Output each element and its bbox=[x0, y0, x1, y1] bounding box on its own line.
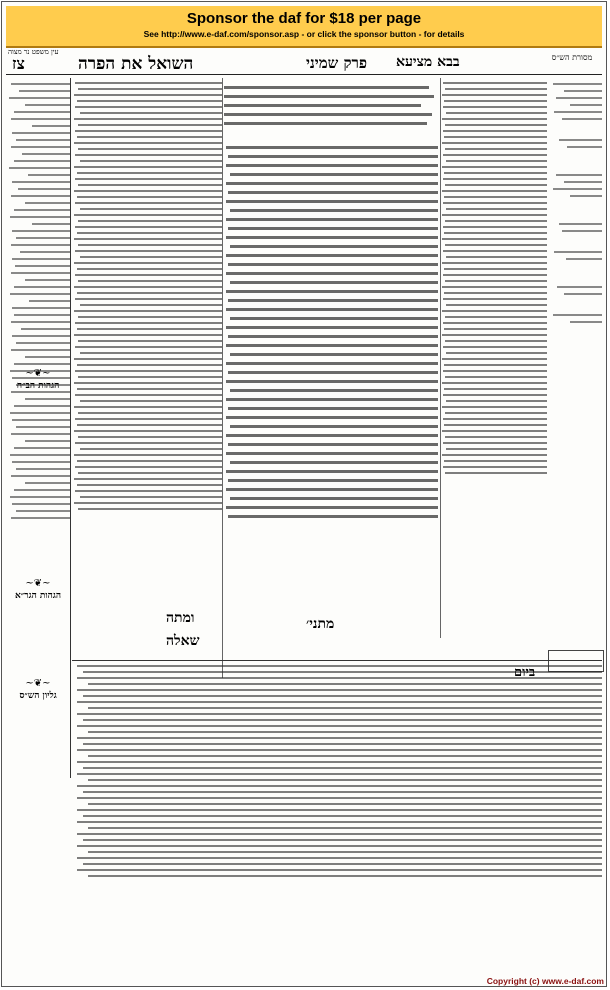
sponsor-title[interactable]: Sponsor the daf for $18 per page bbox=[186, 10, 422, 27]
page-header bbox=[6, 50, 602, 74]
perek-word: פרק bbox=[343, 54, 368, 72]
ein-mishpat-label: עין משפט נר מצוה bbox=[8, 48, 59, 56]
hagahot-hagra-label: הגהות הגר״א bbox=[14, 591, 61, 601]
mesoret-label: מסורת הש״ס bbox=[551, 53, 593, 62]
lower-opening-word: ביום bbox=[514, 665, 536, 680]
perek-number: שמיני bbox=[306, 54, 339, 72]
ornament-divider: ~❦~ bbox=[25, 678, 51, 689]
ornament-divider: ~❦~ bbox=[25, 578, 51, 589]
header-rule bbox=[6, 74, 602, 75]
perek-label bbox=[306, 54, 367, 73]
mishna-label: מתני׳ bbox=[306, 616, 335, 632]
side-word-umeta: ומתה bbox=[166, 610, 195, 626]
rashi-column bbox=[440, 78, 547, 638]
side-word-sheela: שאלה bbox=[166, 633, 200, 649]
lower-commentary-block bbox=[72, 660, 602, 973]
copyright-footer[interactable]: Copyright (c) www.e-daf.com bbox=[486, 976, 604, 986]
talmud-page bbox=[6, 50, 602, 974]
gilyon-hashas-label: גליון הש״ס bbox=[19, 691, 57, 701]
hagahot-habach-label: הגהות הב״ח bbox=[16, 381, 60, 391]
ornament-divider: ~❦~ bbox=[25, 368, 51, 379]
ein-mishpat-column bbox=[6, 78, 71, 778]
sponsor-subtitle[interactable]: See http://www.e-daf.com/sponsor.asp - or click the sponsor button - for details bbox=[143, 29, 465, 39]
tosafot-column bbox=[72, 78, 223, 678]
gemara-head bbox=[224, 80, 438, 136]
gemara-column bbox=[224, 140, 438, 610]
masechet-name: בבא מציעא bbox=[396, 54, 460, 70]
chapter-title: השואל את הפרה bbox=[78, 54, 194, 74]
sponsor-banner[interactable] bbox=[6, 6, 602, 48]
daf-number: צז bbox=[12, 54, 25, 73]
